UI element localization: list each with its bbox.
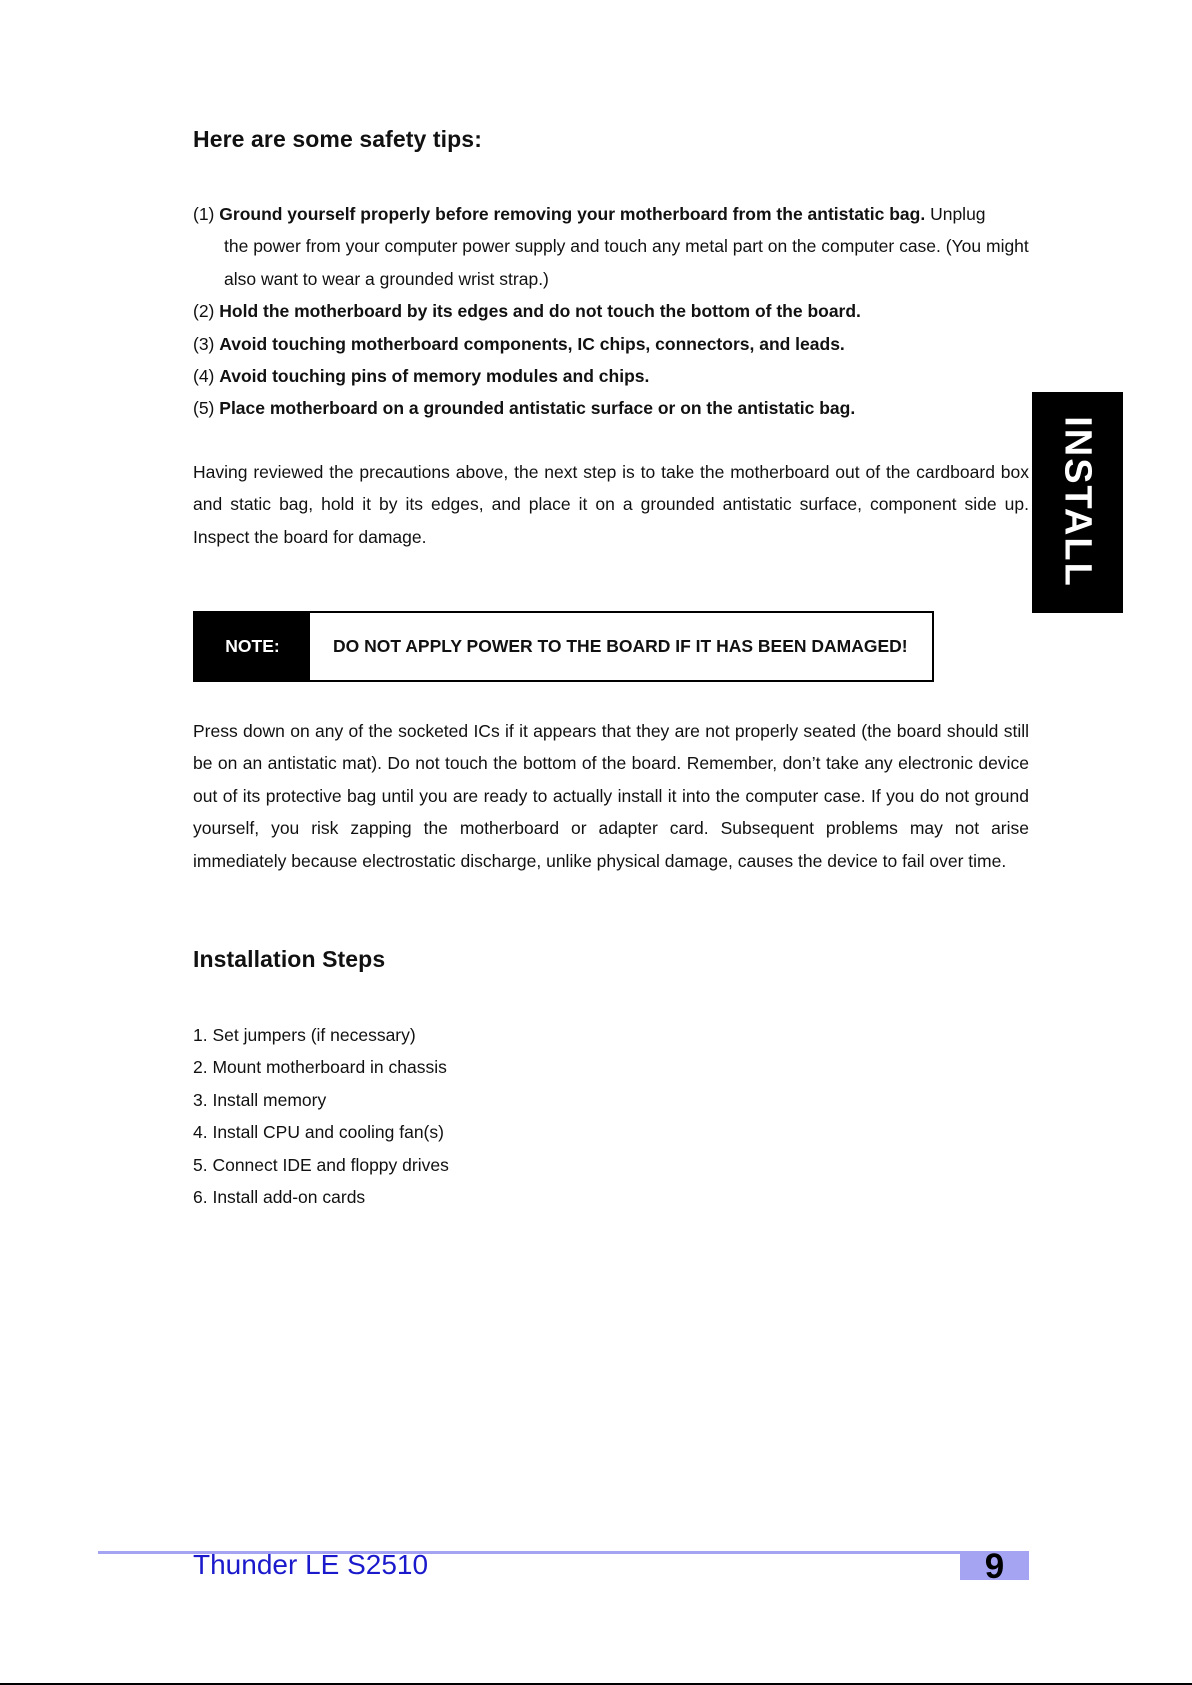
tip-number: (4) xyxy=(193,366,215,387)
tip-bold-text: Avoid touching motherboard components, IC chips, connectors, and leads. xyxy=(219,333,845,354)
list-item: 3. Install memory xyxy=(193,1089,327,1110)
installation-heading: Installation Steps xyxy=(193,946,386,972)
tip-number: (2) xyxy=(193,301,215,322)
installation-steps-list xyxy=(193,1019,449,1213)
tip-bold-text: Ground yourself properly before removing your motherboard from the antistatic bag. xyxy=(219,204,926,224)
footer-title: Thunder LE S2510 xyxy=(193,1549,429,1580)
list-item xyxy=(193,295,1029,327)
tip-bold-text: Hold the motherboard by its edges and do not touch the bottom of the board. xyxy=(219,301,861,322)
tip-bold-text: Avoid touching pins of memory modules and chips. xyxy=(219,366,650,387)
list-item xyxy=(193,360,1029,392)
list-item: 2. Mount motherboard in chassis xyxy=(193,1057,447,1078)
list-item: 5. Connect IDE and floppy drives xyxy=(193,1154,449,1175)
tip-text-continued: the power from your computer power supply and touch any metal part on the computer case. (You might also want to wear a grounded wrist strap.) xyxy=(224,236,1029,289)
install-side-tab xyxy=(1032,392,1123,613)
note-text: DO NOT APPLY POWER TO THE BOARD IF IT HAS BEEN DAMAGED! xyxy=(333,636,908,656)
precautions-paragraph: Having reviewed the precautions above, the next step is to take the motherboard out of the cardboard box and static bag, hold it by its edges, and place it on a grounded antistatic surface, component side up. Inspect the board for damage. xyxy=(193,462,1029,547)
list-item: 4. Install CPU and cooling fan(s) xyxy=(193,1122,444,1143)
list-item xyxy=(193,328,1029,360)
tip-number: (5) xyxy=(193,398,215,419)
list-item: 1. Set jumpers (if necessary) xyxy=(193,1025,416,1045)
tip-number: (1) xyxy=(193,204,215,224)
safety-heading: Here are some safety tips: xyxy=(193,126,482,152)
list-item xyxy=(193,198,1029,295)
list-item: 6. Install add-on cards xyxy=(193,1187,366,1208)
safety-tips-list xyxy=(193,198,1029,425)
note-label: NOTE: xyxy=(195,613,310,680)
page-number: 9 xyxy=(984,1547,1005,1586)
tip-text: Unplug xyxy=(930,204,986,224)
note-box xyxy=(193,611,934,682)
esd-paragraph: Press down on any of the socketed ICs if it appears that they are not properly seated (the board should still be on an antistatic mat). Do not touch the bottom of the board. Remember, don’t take any electronic device out of its protective bag until you are ready to actually install it into the computer case. If you do not ground yourself, you risk zapping the motherboard or adapter card. Subsequent problems may not arise immediately because electrostatic discharge, unlike physical damage, causes the device to fail over time. xyxy=(193,721,1029,871)
tip-bold-text: Place motherboard on a grounded antistatic surface or on the antistatic bag. xyxy=(219,398,856,419)
side-tab-label: INSTALL xyxy=(1056,416,1099,588)
list-item xyxy=(193,392,1029,424)
tip-number: (3) xyxy=(193,333,215,354)
